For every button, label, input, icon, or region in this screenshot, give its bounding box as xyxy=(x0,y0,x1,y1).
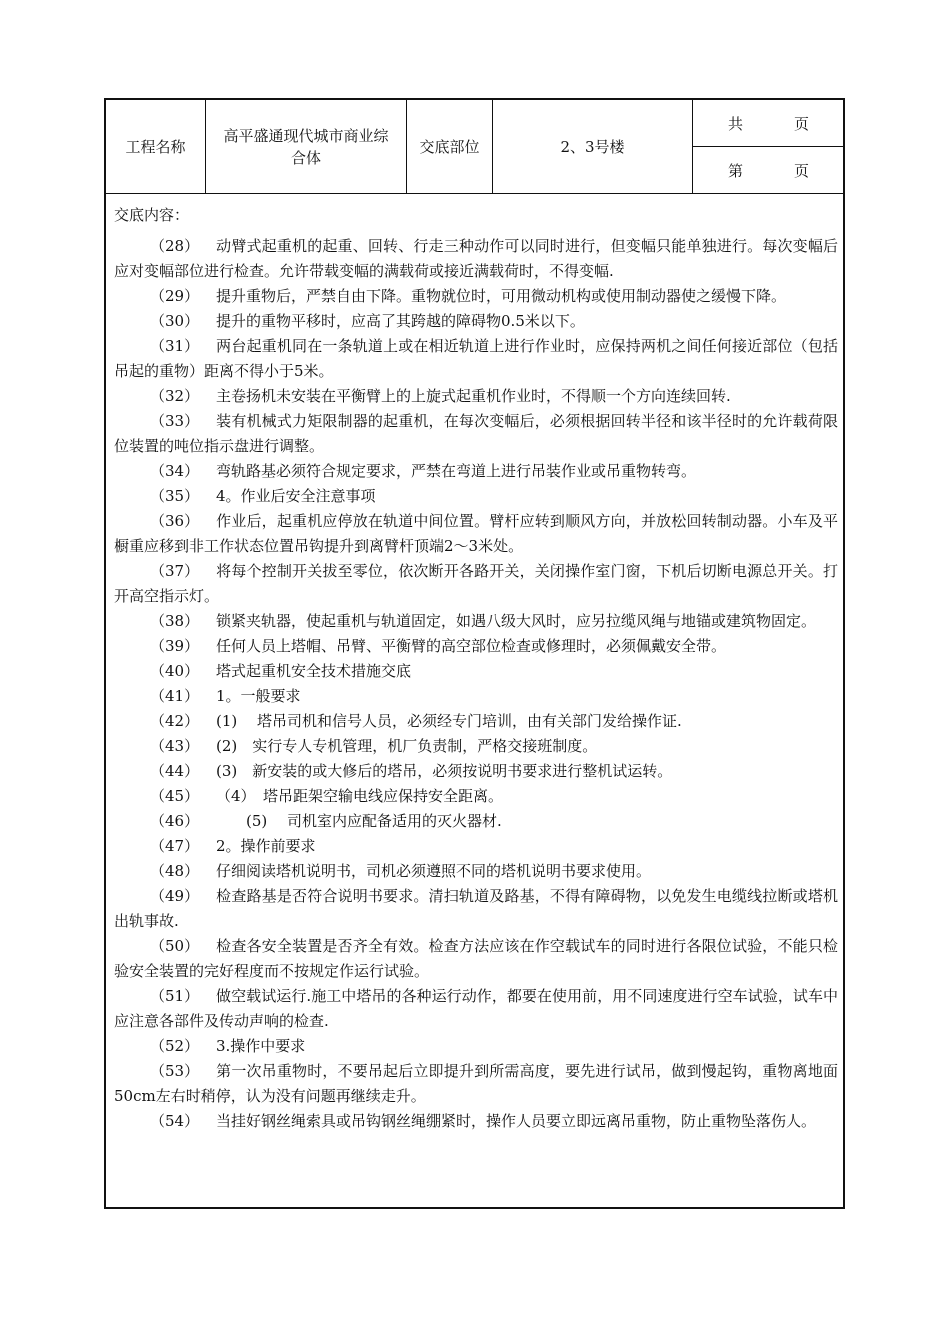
project-name-value: 高平盛通现代城市商业综合体 xyxy=(206,100,407,193)
item-number: （40） xyxy=(150,662,200,680)
item-text: 2。操作前要求 xyxy=(216,837,316,855)
list-item xyxy=(114,409,838,459)
item-number: （48） xyxy=(150,862,200,880)
total-pages-unit: 页 xyxy=(794,114,810,133)
list-item xyxy=(114,659,838,684)
item-text: (3) 新安装的或大修后的塔吊，必须按说明书要求进行整机试运转。 xyxy=(216,762,673,780)
item-number: （34） xyxy=(150,462,200,480)
item-number: （39） xyxy=(150,637,200,655)
item-text: 检查路基是否符合说明书要求。清扫轨道及路基，不得有障碍物，以免发生电缆线拉断或塔机出轨事故. xyxy=(114,887,838,930)
content-body xyxy=(114,203,838,1134)
item-number: （30） xyxy=(150,312,200,330)
item-text: 锁紧夹轨器，使起重机与轨道固定，如遇八级大风时，应另拉缆风绳与地锚或建筑物固定。 xyxy=(216,612,817,630)
list-item xyxy=(114,759,838,784)
item-number: （31） xyxy=(150,337,200,355)
list-item xyxy=(114,609,838,634)
item-text: （4） 塔吊距架空输电线应保持安全距离。 xyxy=(216,787,504,805)
item-number: （53） xyxy=(150,1062,200,1080)
item-number: （38） xyxy=(150,612,200,630)
item-number: （37） xyxy=(150,562,200,580)
item-text: 当挂好钢丝绳索具或吊钩钢丝绳绷紧时，操作人员要立即远离吊重物，防止重物坠落伤人。 xyxy=(216,1112,817,1130)
list-item xyxy=(114,384,838,409)
list-item xyxy=(114,934,838,984)
item-number: （28） xyxy=(150,237,200,255)
item-text: 主卷扬机未安装在平衡臂上的上旋式起重机作业时，不得顺一个方向连续回转. xyxy=(216,387,731,405)
item-text: 检查各安全装置是否齐全有效。检查方法应该在作空载试车的同时进行各限位试验，不能只检验安全装置的完好程度而不按规定作运行试验。 xyxy=(114,937,838,980)
item-number: （45） xyxy=(150,787,200,805)
item-number: （32） xyxy=(150,387,200,405)
item-text: 1。一般要求 xyxy=(216,687,301,705)
list-item xyxy=(114,509,838,559)
content-items xyxy=(114,234,838,1134)
item-text: 装有机械式力矩限制器的起重机，在每次变幅后，必须根据回转半径和该半径时的允许载荷限位装置的吨位指示盘进行调整。 xyxy=(114,412,838,455)
item-text: 弯轨路基必须符合规定要求，严禁在弯道上进行吊装作业或吊重物转弯。 xyxy=(216,462,697,480)
list-item xyxy=(114,284,838,309)
item-number: （29） xyxy=(150,287,200,305)
item-number: （54） xyxy=(150,1112,200,1130)
list-item xyxy=(114,334,838,384)
item-number: （41） xyxy=(150,687,200,705)
item-number: （43） xyxy=(150,737,200,755)
item-text: 第一次吊重物时，不要吊起后立即提升到所需高度，要先进行试吊，做到慢起钩，重物离地面50cm左右时稍停，认为没有问题再继续走升。 xyxy=(114,1062,838,1105)
list-item xyxy=(114,1034,838,1059)
list-item xyxy=(114,984,838,1034)
item-text: 作业后，起重机应停放在轨道中间位置。臂杆应转到顺风方向，并放松回转制动器。小车及平橱重应移到非工作状态位置吊钩提升到离臂杆顶端2～3米处。 xyxy=(114,512,838,555)
item-text: 仔细阅读塔机说明书，司机必须遵照不同的塔机说明书要求使用。 xyxy=(216,862,652,880)
item-text: 动臂式起重机的起重、回转、行走三种动作可以同时进行，但变幅只能单独进行。每次变幅后应对变幅部位进行检查。允许带载变幅的满载荷或接近满载荷时，不得变幅. xyxy=(114,237,838,280)
item-number: （33） xyxy=(150,412,200,430)
item-number: （44） xyxy=(150,762,200,780)
total-pages xyxy=(693,100,843,147)
current-page-label: 第 xyxy=(728,162,744,180)
content-label: 交底内容： xyxy=(114,206,190,224)
list-item xyxy=(114,309,838,334)
list-item xyxy=(114,709,838,734)
list-item xyxy=(114,884,838,934)
item-number: （51） xyxy=(150,987,200,1005)
item-text: 做空载试运行.施工中塔吊的各种运行动作，都要在使用前，用不同速度进行空车试验，试车中应注意各部件及传动声响的检查. xyxy=(114,987,838,1030)
item-number: （52） xyxy=(150,1037,200,1055)
item-number: （36） xyxy=(150,512,200,530)
total-pages-label: 共 xyxy=(728,114,744,133)
list-item xyxy=(114,809,838,834)
item-number: （35） xyxy=(150,487,200,505)
item-text: (5) 司机室内应配备适用的灭火器材. xyxy=(216,812,502,830)
list-item xyxy=(114,234,838,284)
item-number: （49） xyxy=(150,887,200,905)
item-number: （50） xyxy=(150,937,200,955)
item-text: (1) 塔吊司机和信号人员，必须经专门培训，由有关部门发给操作证. xyxy=(216,712,682,730)
item-text: 提升重物后，严禁自由下降。重物就位时，可用微动机构或使用制动器使之缓慢下降。 xyxy=(216,287,787,305)
item-number: （42） xyxy=(150,712,200,730)
list-item xyxy=(114,634,838,659)
current-page xyxy=(693,147,843,194)
item-text: 塔式起重机安全技术措施交底 xyxy=(216,662,412,680)
item-text: 任何人员上塔帽、吊臂、平衡臂的高空部位检查或修理时，必须佩戴安全带。 xyxy=(216,637,727,655)
item-text: (2) 实行专人专机管理，机厂负责制，严格交接班制度。 xyxy=(216,737,598,755)
location-label: 交底部位 xyxy=(407,100,493,193)
item-text: 提升的重物平移时，应高了其跨越的障碍物0.5米以下。 xyxy=(216,312,585,330)
list-item xyxy=(114,484,838,509)
item-text: 将每个控制开关拔至零位，依次断开各路开关，关闭操作室门窗，下机后切断电源总开关。打开高空指示灯。 xyxy=(114,562,838,605)
project-name-label: 工程名称 xyxy=(106,100,206,193)
list-item xyxy=(114,734,838,759)
item-text: 4。作业后安全注意事项 xyxy=(216,487,376,505)
item-number: （47） xyxy=(150,837,200,855)
list-item xyxy=(114,859,838,884)
location-value: 2、3号楼 xyxy=(493,100,693,193)
list-item xyxy=(114,684,838,709)
item-text: 两台起重机同在一条轨道上或在相近轨道上进行作业时，应保持两机之间任何接近部位（包括吊起的重物）距离不得小于5米。 xyxy=(114,337,838,380)
form-header xyxy=(106,100,843,194)
list-item xyxy=(114,784,838,809)
current-page-unit: 页 xyxy=(794,162,810,180)
disclosure-form xyxy=(104,98,845,1209)
list-item xyxy=(114,1109,838,1134)
list-item xyxy=(114,459,838,484)
list-item xyxy=(114,834,838,859)
item-text: 3.操作中要求 xyxy=(216,1037,306,1055)
item-number: （46） xyxy=(150,812,200,830)
list-item xyxy=(114,559,838,609)
list-item xyxy=(114,1059,838,1109)
